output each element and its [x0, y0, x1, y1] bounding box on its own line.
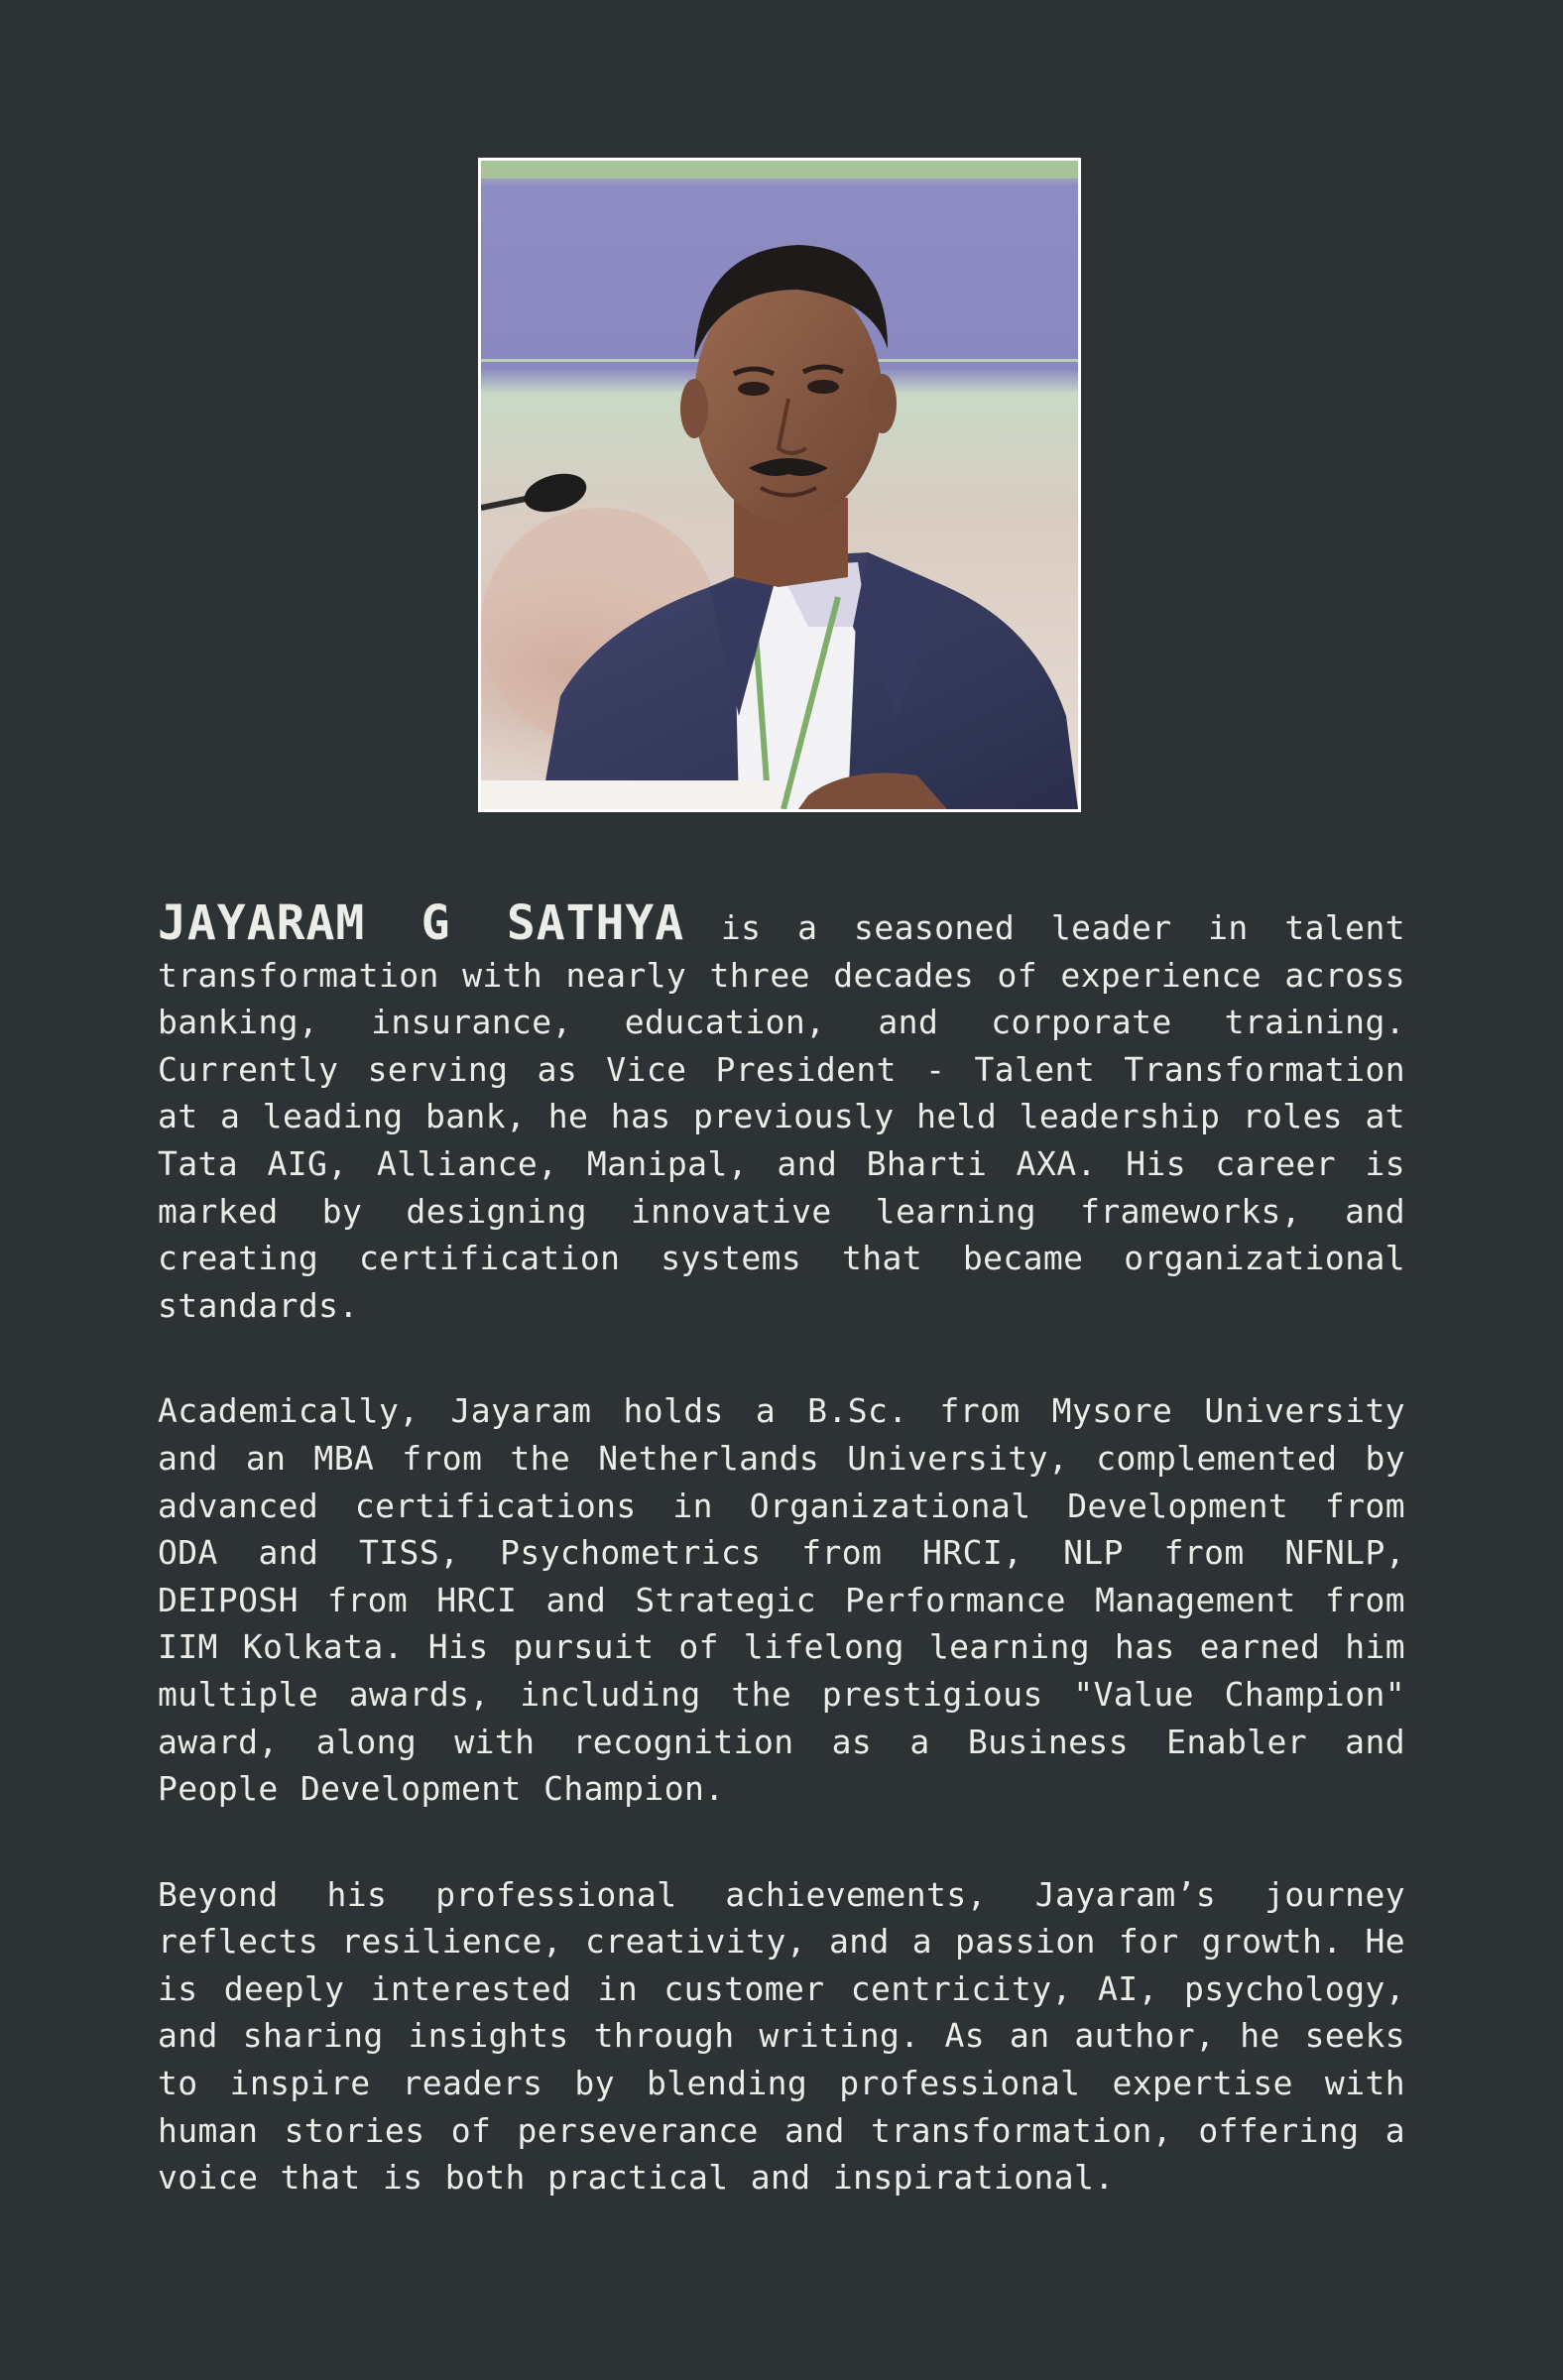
bio-paragraph-1	[158, 895, 1405, 1329]
author-name: JAYARAM G SATHYA	[158, 895, 685, 951]
bio-paragraph-3: Beyond his professional achievements, Jayaram’s journey reflects resilience, creativity, and a passion for growth. He is deeply interested in customer centricity, AI, psychology, and sharing insights through writing. As an author, he seeks to inspire readers by blending professional expertise with human stories of perseverance and transformation, offering a voice that is both practical and inspirational.	[158, 1874, 1405, 2198]
author-bio	[158, 895, 1405, 2260]
portrait-photo-icon	[481, 161, 1078, 809]
bio-paragraph-1-text: is a seasoned leader in talent transformation with nearly three decades of experience across banking, insurance, education, and corporate training. Currently serving as Vice President - Talent Transformation at a leading bank, he has previously held leadership roles at Tata AIG, Alliance, Manipal, and Bharti AXA. His career is marked by designing innovative learning frameworks, and creating certification systems that became organizational standards.	[158, 908, 1405, 1325]
bio-paragraph-2: Academically, Jayaram holds a B.Sc. from Mysore University and an MBA from the Netherlands University, complemented by advanced certifications in Organizational Development from ODA and TISS, Psychometrics from HRCI, NLP from NFNLP, DEIPOSH from HRCI and Strategic Performance Management from IIM Kolkata. His pursuit of lifelong learning has earned him multiple awards, including the prestigious "Value Champion" award, along with recognition as a Business Enabler and People Development Champion.	[158, 1391, 1405, 1809]
author-portrait	[478, 158, 1081, 812]
